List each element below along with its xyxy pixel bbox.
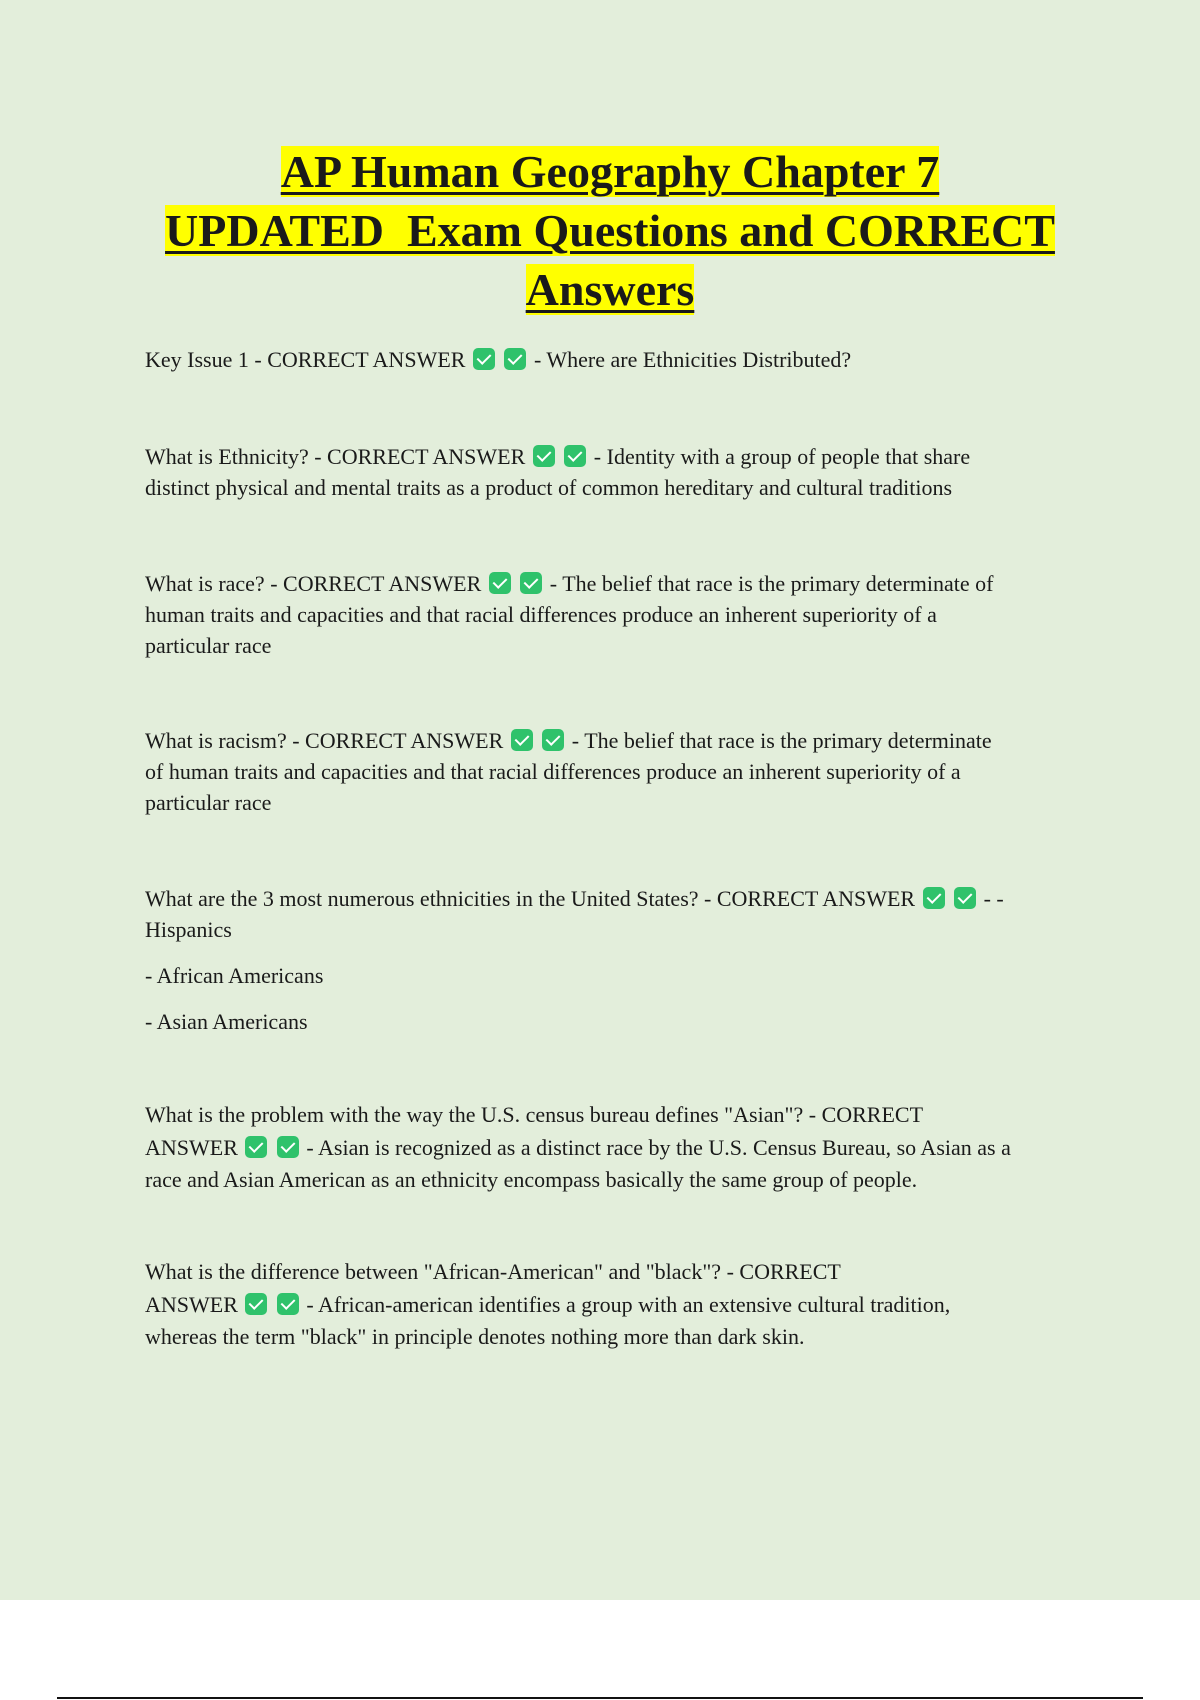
check-box-icon: [542, 729, 564, 751]
question-text: What is racism? - CORRECT ANSWER: [145, 728, 504, 753]
qa-item-asian-definition: [145, 1099, 1090, 1197]
answer-continuation: human traits and capacities and that racial differences produce an inherent superiority of a: [145, 602, 937, 627]
document-title: [130, 142, 1090, 319]
qa-line: [145, 725, 1090, 756]
question-text: What is Ethnicity? - CORRECT ANSWER: [145, 444, 526, 469]
qa-line: [145, 1289, 1090, 1322]
answer-continuation: distinct physical and mental traits as a product of common hereditary and cultural traditions: [145, 475, 953, 500]
qa-item-race: [145, 568, 1090, 661]
question-text: Key Issue 1 - CORRECT ANSWER: [145, 347, 466, 372]
question-text: What is race? - CORRECT ANSWER: [145, 571, 482, 596]
check-box-icon: [954, 887, 976, 909]
check-box-icon: [564, 445, 586, 467]
answer-text: - Asian is recognized as a distinct race by the U.S. Census Bureau, so Asian as a: [306, 1134, 1011, 1160]
check-box-icon: [245, 1136, 267, 1158]
title-line-1: AP Human Geography Chapter 7: [280, 146, 940, 197]
answer-continuation: particular race: [145, 790, 272, 815]
answer-text: - Identity with a group of people that share: [593, 444, 971, 469]
answer-continuation: Hispanics: [145, 917, 232, 942]
title-line-2: UPDATED Exam Questions and CORRECT: [165, 205, 1055, 256]
question-text: What is the problem with the way the U.S. census bureau defines "Asian"? - CORRECT: [145, 1102, 924, 1127]
answer-continuation: particular race: [145, 633, 272, 658]
answer-text: - -: [983, 886, 1004, 911]
qa-item-racism: [145, 725, 1090, 818]
question-text: ANSWER: [145, 1134, 238, 1160]
qa-line: [145, 441, 1090, 472]
check-box-icon: [504, 348, 526, 370]
list-item: - Asian Americans: [145, 1009, 308, 1034]
question-text: What is the difference between "African-American" and "black"? - CORRECT: [145, 1259, 841, 1284]
check-box-icon: [511, 729, 533, 751]
answer-continuation: of human traits and capacities and that racial differences produce an inherent superiority of a: [145, 759, 961, 784]
answer-text: - Where are Ethnicities Distributed?: [533, 347, 852, 372]
check-box-icon: [533, 445, 555, 467]
answer-text: - The belief that race is the primary determinate of: [549, 571, 994, 596]
title-line-3: Answers: [525, 264, 695, 315]
qa-item-ethnicities-us: [145, 883, 1090, 1037]
answer-continuation: whereas the term "black" in principle denotes nothing more than dark skin.: [145, 1324, 805, 1349]
check-box-icon: [277, 1293, 299, 1315]
qa-item-african-american-black: [145, 1256, 1090, 1354]
check-box-icon: [245, 1293, 267, 1315]
check-box-icon: [473, 348, 495, 370]
check-box-icon: [489, 572, 511, 594]
list-item: - African Americans: [145, 963, 324, 988]
qa-item-key-issue: [145, 344, 1090, 375]
qa-item-ethnicity: [145, 441, 1090, 503]
qa-line: [145, 568, 1090, 599]
qa-line: [145, 883, 1090, 914]
check-box-icon: [520, 572, 542, 594]
question-text: ANSWER: [145, 1291, 238, 1317]
qa-line: [145, 344, 1090, 375]
check-box-icon: [923, 887, 945, 909]
check-box-icon: [277, 1136, 299, 1158]
question-text: What are the 3 most numerous ethnicities in the United States? - CORRECT ANSWER: [145, 886, 916, 911]
answer-text: - The belief that race is the primary determinate: [571, 728, 992, 753]
footer-divider: [57, 1697, 1143, 1699]
answer-continuation: race and Asian American as an ethnicity encompass basically the same group of people.: [145, 1167, 918, 1192]
qa-line: [145, 1132, 1090, 1165]
answer-text: - African-american identifies a group with an extensive cultural tradition,: [306, 1291, 951, 1317]
